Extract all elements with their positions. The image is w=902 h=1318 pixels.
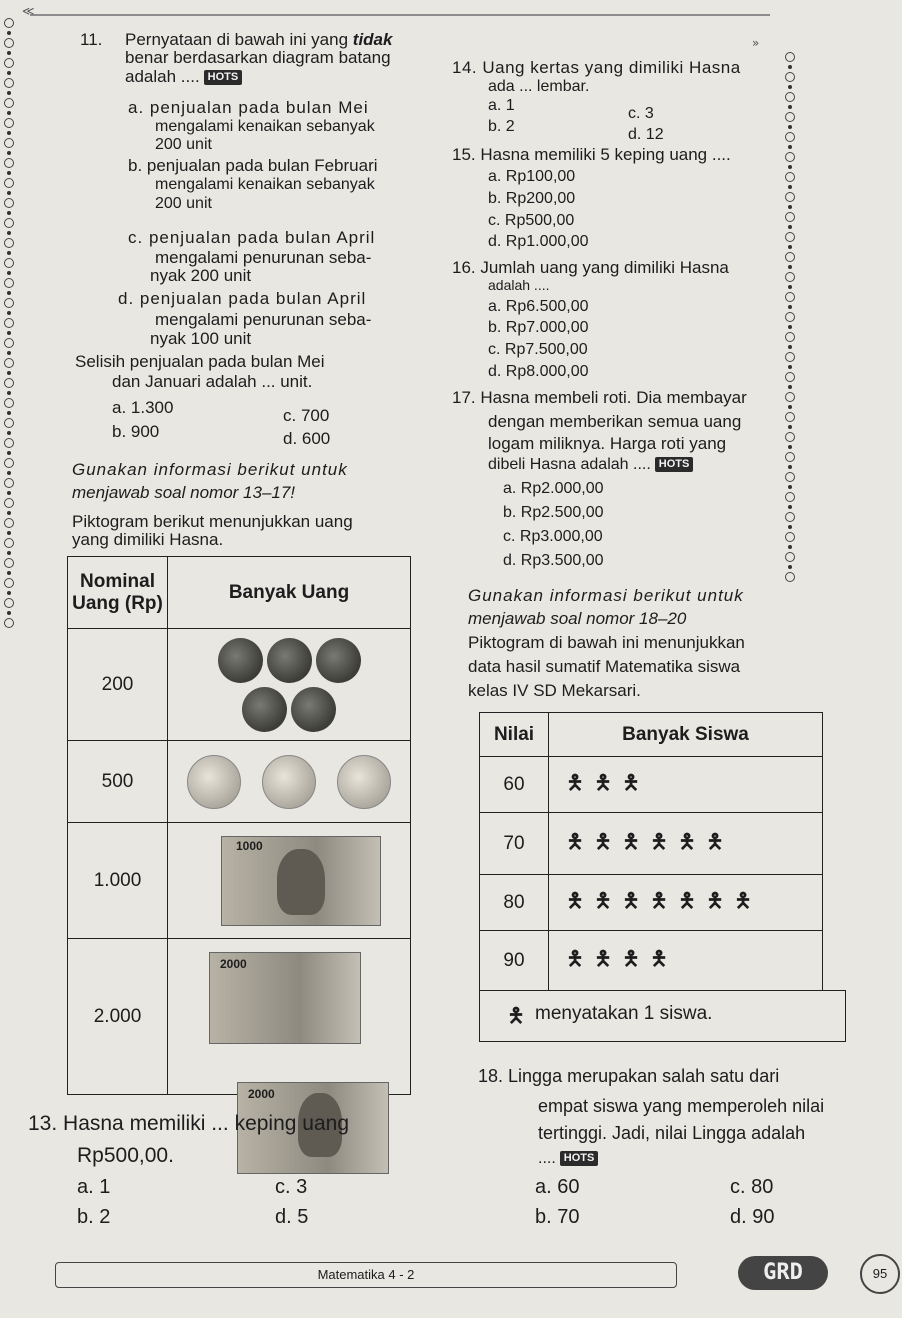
coin-200-icon: [291, 687, 336, 732]
q17-option-c: c. Rp3.000,00: [503, 528, 603, 545]
q11-option-a-line3: 200 unit: [155, 136, 212, 153]
page-number: 95: [860, 1254, 900, 1294]
coins-500-cell: [168, 741, 411, 823]
q17-option-b: b. Rp2.500,00: [503, 504, 604, 521]
q18-option-c: c. 80: [730, 1176, 774, 1198]
table-row: [480, 757, 823, 813]
q13-option-b: b. 2: [77, 1206, 111, 1228]
q16-stem: 16. Jumlah uang yang dimiliki Hasna: [452, 258, 729, 277]
q11-option-c: c. penjualan pada bulan April: [128, 228, 376, 247]
person-icon: 🯅: [594, 887, 612, 912]
table-row: [480, 931, 823, 991]
table-row: [68, 741, 411, 823]
info2-instruction-line2: menjawab soal nomor 18–20: [468, 609, 687, 628]
q12-option-c: c. 700: [283, 406, 330, 425]
pictogram-legend: [479, 990, 846, 1042]
q11-option-b: b. penjualan pada bulan Februari: [128, 156, 378, 175]
q16-option-b: b. Rp7.000,00: [488, 319, 589, 336]
person-icon: 🯅: [594, 945, 612, 970]
table1-nominal-200: 200: [68, 629, 168, 741]
person-icon: 🯅: [650, 828, 668, 853]
coin-200-icon: [267, 638, 312, 683]
person-icon: 🯅: [650, 945, 668, 970]
person-icon: 🯅: [566, 887, 584, 912]
q17-stem-line2: dengan memberikan semua uang: [488, 412, 742, 431]
q12-option-b: b. 900: [112, 422, 160, 441]
q12-stem: Selisih penjualan pada bulan Mei: [75, 352, 325, 371]
table-row: [480, 875, 823, 931]
info2-instruction: Gunakan informasi berikut untuk: [468, 586, 744, 605]
q13-option-c: c. 3: [275, 1176, 308, 1198]
q11-stem-line2: benar berdasarkan diagram batang: [125, 48, 391, 67]
coins-200-cell: [168, 629, 411, 741]
notes-2000-cell: [168, 939, 411, 1101]
money-pictogram-table: [67, 556, 411, 1101]
q16-option-c: c. Rp7.500,00: [488, 341, 588, 358]
q14-option-d: d. 12: [628, 126, 664, 143]
q13-option-d: d. 5: [275, 1206, 309, 1228]
table1-header-count: Banyak Uang: [168, 557, 411, 629]
q15-stem: 15. Hasna memiliki 5 keping uang ....: [452, 145, 731, 164]
person-icon: 🯅: [650, 887, 668, 912]
q18-stem-line3: tertinggi. Jadi, nilai Lingga adalah: [538, 1123, 806, 1143]
student-icons-cell: [549, 813, 823, 875]
right-ornament: [783, 52, 797, 582]
q18-stem-line2: empat siswa yang memperoleh nilai: [538, 1096, 825, 1116]
info2-description-line2: data hasil sumatif Matematika siswa: [468, 657, 741, 676]
table-row: [68, 629, 411, 741]
score-pictogram-table: [479, 712, 823, 991]
q17-option-d: d. Rp3.500,00: [503, 552, 604, 569]
banknote-1000-label: 1000: [236, 838, 263, 853]
left-ornament: [2, 18, 16, 628]
q14-stem-line2: ada ... lembar.: [488, 78, 590, 95]
person-icon: 🯅: [622, 945, 640, 970]
q11-option-d: d. penjualan pada bulan April: [118, 289, 367, 308]
q15-option-a: a. Rp100,00: [488, 168, 576, 185]
person-icon: 🯅: [566, 828, 584, 853]
info1-description: Piktogram berikut menunjukkan uang: [72, 512, 353, 531]
publisher-logo: GRD: [738, 1256, 828, 1290]
student-icons-cell: [549, 875, 823, 931]
coin-200-icon: [242, 687, 287, 732]
table2-nilai: 60: [480, 757, 549, 813]
table-row: [68, 823, 411, 939]
q12-option-d: d. 600: [283, 429, 331, 448]
info1-description-line2: yang dimiliki Hasna.: [72, 530, 224, 549]
q11-option-d-line3: nyak 100 unit: [150, 329, 252, 348]
info1-instruction-line2: menjawab soal nomor 13–17!: [72, 483, 296, 502]
q16-option-d: d. Rp8.000,00: [488, 363, 589, 380]
q15-option-d: d. Rp1.000,00: [488, 233, 589, 250]
q15-option-b: b. Rp200,00: [488, 190, 576, 207]
q18-stem-line4: .... HOTS: [538, 1150, 598, 1168]
person-icon: 🯅: [566, 769, 584, 794]
q11-option-c-line2: mengalami penurunan seba-: [155, 248, 372, 267]
q11-stem: Pernyataan di bawah ini yang tidak: [125, 30, 393, 49]
q13-stem: 13. Hasna memiliki ... keping uang: [28, 1112, 349, 1135]
banknote-2000-label: 2000: [220, 956, 247, 971]
person-icon: 🯅: [678, 828, 696, 853]
q18-stem: 18. Lingga merupakan salah satu dari: [478, 1066, 780, 1086]
q11-number: 11.: [80, 30, 103, 49]
hots-badge: HOTS: [204, 70, 243, 85]
person-icon: 🯅: [706, 887, 724, 912]
footer-subject: Matematika 4 - 2: [317, 1267, 415, 1282]
person-icon: 🯅: [706, 828, 724, 853]
table-row: [480, 813, 823, 875]
info2-description: Piktogram di bawah ini menunjukkan: [468, 633, 745, 652]
q17-stem-line4: dibeli Hasna adalah .... HOTS: [488, 456, 693, 474]
q11-option-b-line2: mengalami kenaikan sebanyak: [155, 176, 375, 193]
q11-option-b-line3: 200 unit: [155, 195, 212, 212]
q15-option-c: c. Rp500,00: [488, 212, 575, 229]
coin-500-icon: [262, 755, 316, 809]
coin-200-icon: [218, 638, 263, 683]
table1-nominal-500: 500: [68, 741, 168, 823]
q14-stem: 14. Uang kertas yang dimiliki Hasna: [452, 58, 741, 77]
banknote-1000-icon: [221, 836, 381, 926]
legend-text: menyatakan 1 siswa.: [535, 1003, 713, 1024]
footer-subject-bar: [55, 1262, 677, 1288]
student-icons-cell: [549, 757, 823, 813]
banknote-2000-icon: [209, 952, 361, 1044]
info1-instruction: Gunakan informasi berikut untuk: [72, 460, 348, 479]
q18-option-b: b. 70: [535, 1206, 580, 1228]
q17-stem-line3: logam miliknya. Harga roti yang: [488, 434, 727, 453]
q11-option-c-line3: nyak 200 unit: [150, 266, 252, 285]
q13-option-a: a. 1: [77, 1176, 111, 1198]
person-icon: 🯅: [622, 887, 640, 912]
q12-option-a: a. 1.300: [112, 398, 174, 417]
hots-badge: HOTS: [560, 1151, 599, 1166]
banknote-2000-label: 2000: [248, 1086, 275, 1101]
person-icon: 🯅: [566, 945, 584, 970]
q16-stem-line2: adalah ....: [488, 277, 550, 293]
coin-500-icon: [337, 755, 391, 809]
q11-option-a: a. penjualan pada bulan Mei: [128, 98, 369, 117]
table-row: [68, 939, 411, 1095]
table2-nilai: 80: [480, 875, 549, 931]
person-icon: 🯅: [622, 828, 640, 853]
info2-description-line3: kelas IV SD Mekarsari.: [468, 681, 641, 700]
table2-header-nilai: Nilai: [480, 713, 549, 757]
notes-1000-cell: [168, 823, 411, 939]
q17-option-a: a. Rp2.000,00: [503, 480, 604, 497]
student-icons-cell: [549, 931, 823, 991]
hots-badge: HOTS: [655, 457, 694, 472]
person-icon: 🯅: [594, 769, 612, 794]
coin-200-icon: [316, 638, 361, 683]
q11-stem-line3: adalah .... HOTS: [125, 67, 242, 86]
person-icon: 🯅: [622, 769, 640, 794]
q17-stem: 17. Hasna membeli roti. Dia membayar: [452, 388, 747, 407]
portrait-icon: [277, 849, 325, 915]
q14-option-a: a. 1: [488, 97, 515, 114]
q16-option-a: a. Rp6.500,00: [488, 298, 589, 315]
table1-header-nominal: Nominal Uang (Rp): [68, 557, 168, 629]
table2-header-count: Banyak Siswa: [549, 713, 823, 757]
q18-option-d: d. 90: [730, 1206, 775, 1228]
person-icon: 🯅: [734, 887, 752, 912]
q13-stem-line2: Rp500,00.: [77, 1144, 174, 1167]
table1-nominal-1000: 1.000: [68, 823, 168, 939]
q14-option-c: c. 3: [628, 105, 654, 122]
table2-nilai: 90: [480, 931, 549, 991]
coin-500-icon: [187, 755, 241, 809]
table2-nilai: 70: [480, 813, 549, 875]
table1-nominal-2000: 2.000: [68, 939, 168, 1095]
person-icon: 🯅: [507, 1003, 525, 1027]
person-icon: 🯅: [594, 828, 612, 853]
q14-option-b: b. 2: [488, 118, 515, 135]
q11-option-a-line2: mengalami kenaikan sebanyak: [155, 118, 375, 135]
corner-ornament-icon: »: [752, 36, 760, 50]
q11-option-d-line2: mengalami penurunan seba-: [155, 310, 372, 329]
person-icon: 🯅: [678, 887, 696, 912]
corner-ornament-icon: ≪: [22, 4, 35, 18]
top-border: [30, 14, 770, 16]
q12-stem-line2: dan Januari adalah ... unit.: [112, 372, 313, 391]
q18-option-a: a. 60: [535, 1176, 580, 1198]
